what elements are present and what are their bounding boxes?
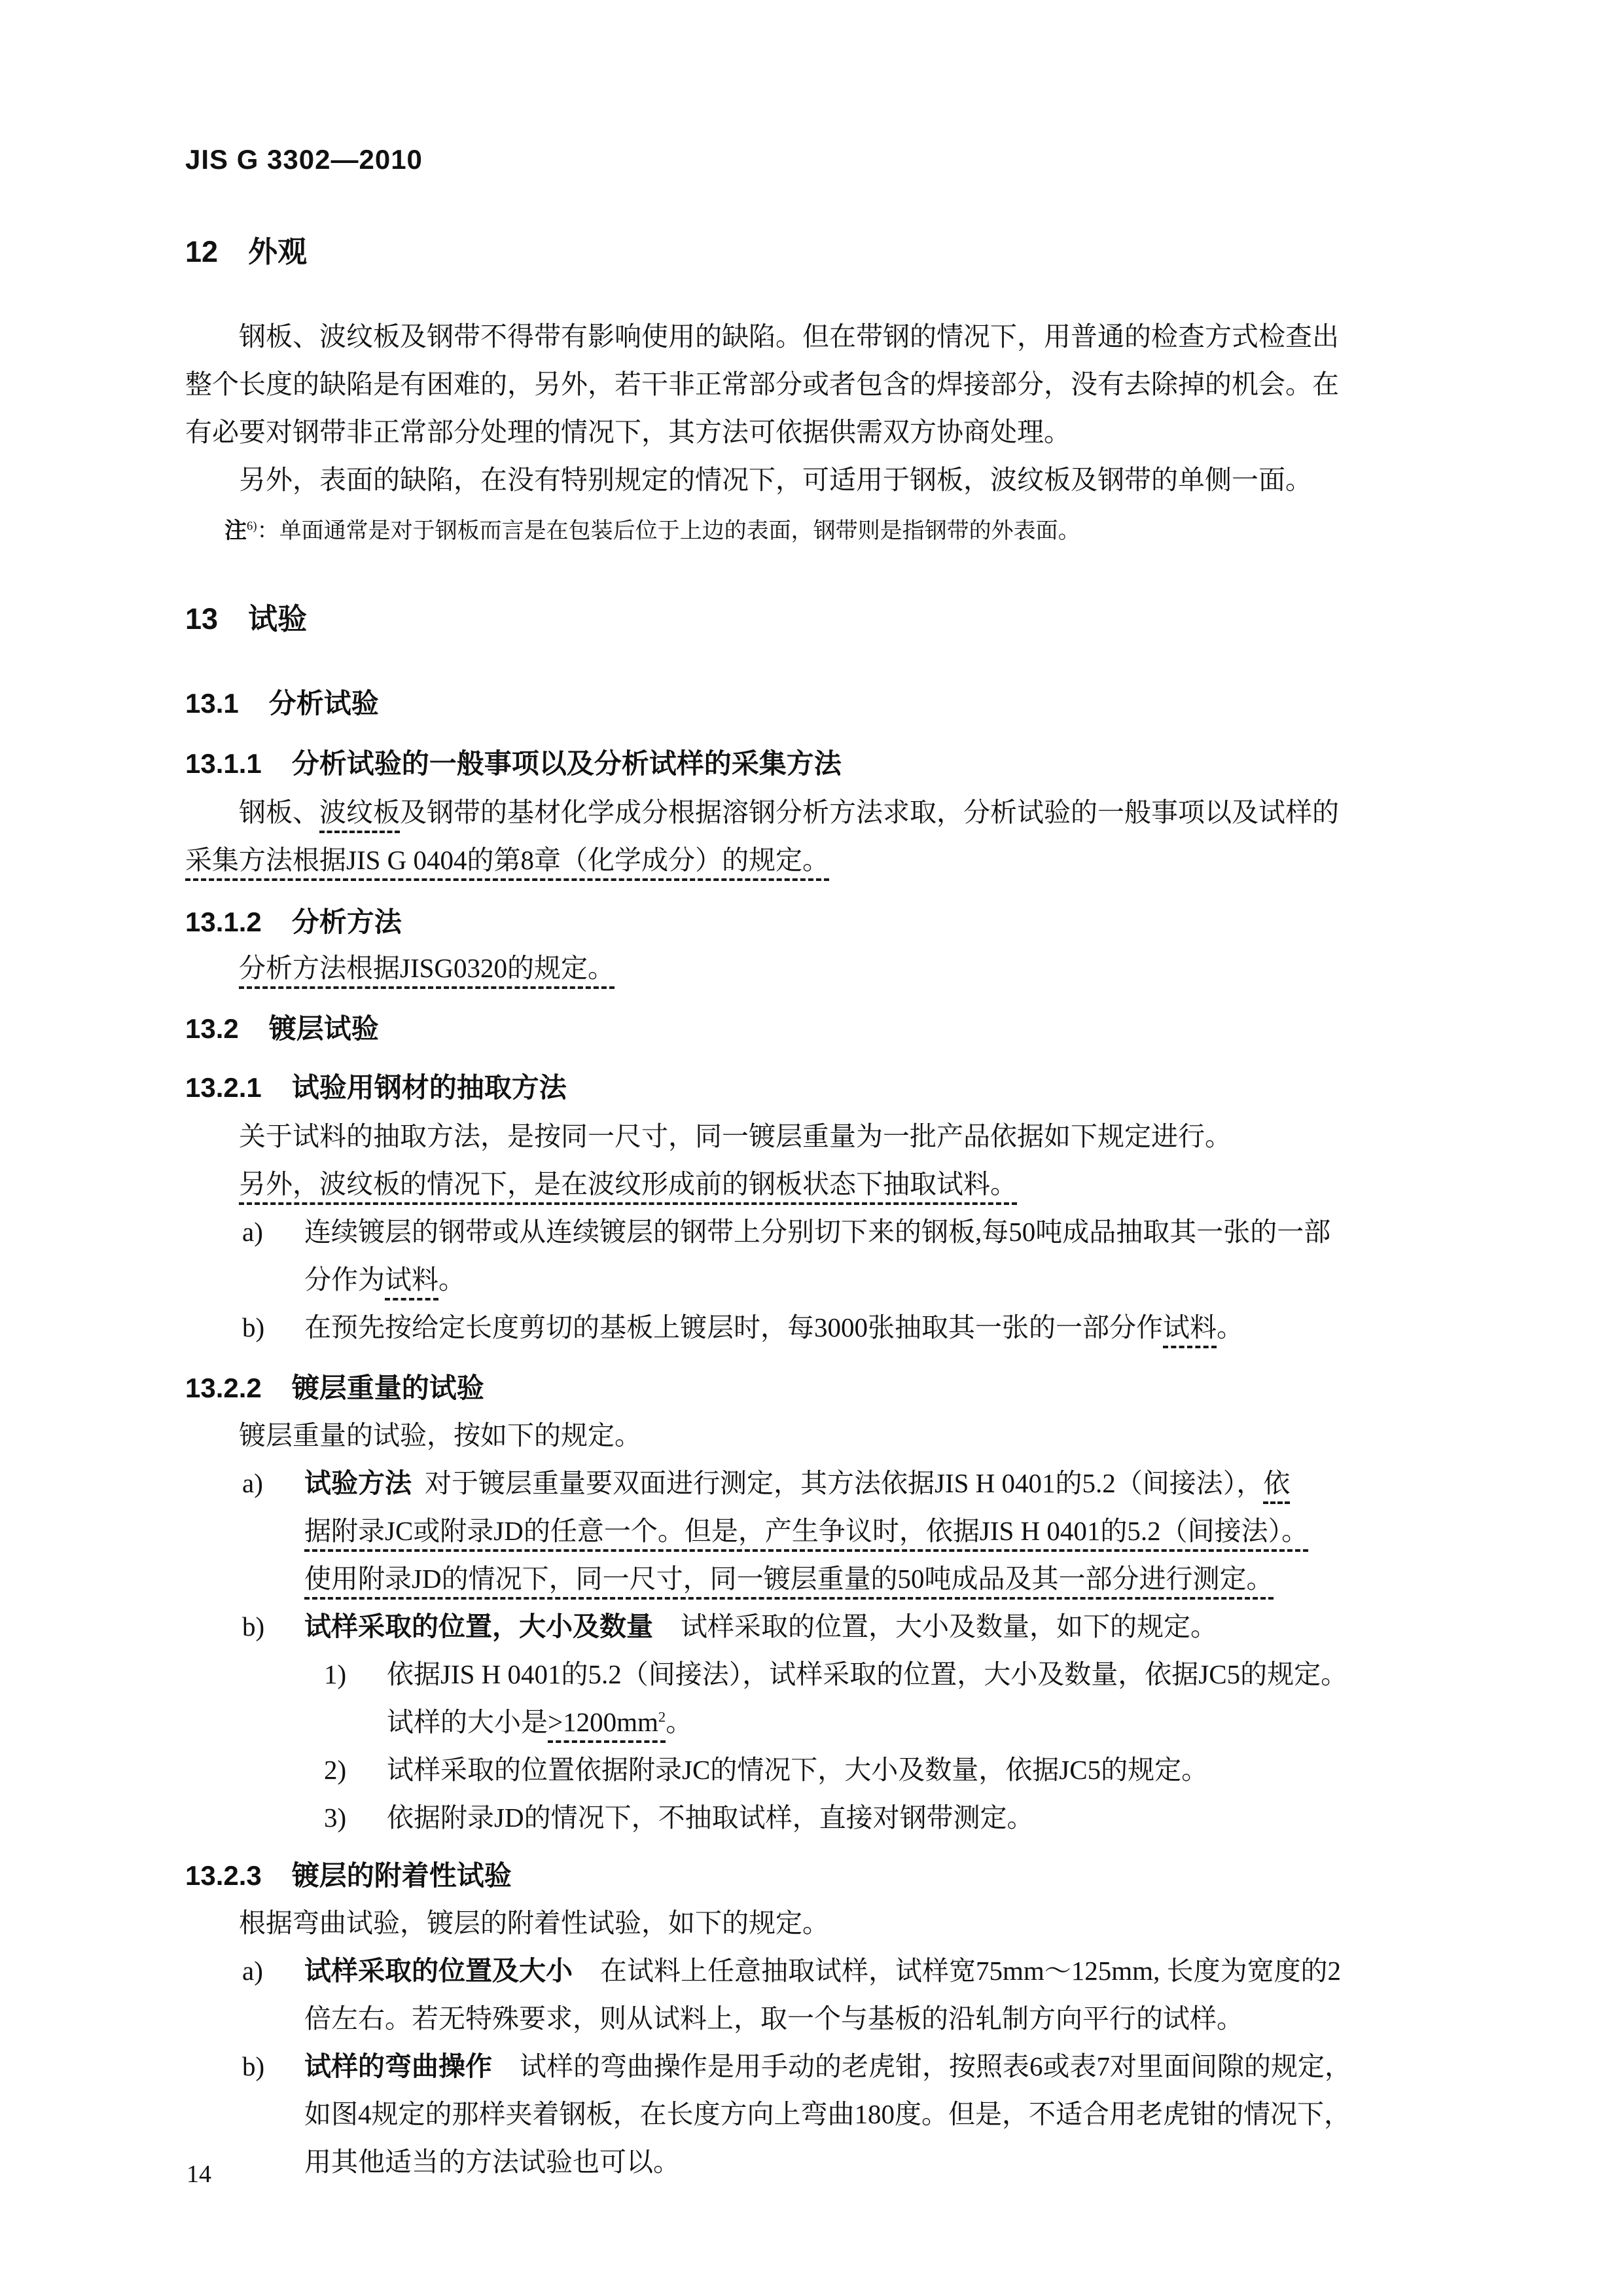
underlined-text: 另外，波纹板的情况下，是在波纹形成前的钢板状态下抽取试料。: [239, 1169, 1017, 1205]
heading-number: 13.1.1: [185, 748, 262, 779]
text-run: 在试料上任意抽取试样，试样宽75mm～125mm, 长度为宽度的2: [600, 1956, 1342, 1986]
underlined-text: 采集方法根据JIS G 0404的第8章（化学成分）的规定。: [185, 845, 829, 881]
list-item-a: [185, 1947, 1461, 2043]
list-line: [304, 1507, 1308, 1555]
list-line: [304, 1460, 1308, 1507]
section-heading-12: [185, 234, 1461, 270]
footnote-text: ：单面通常是对于钢板而言是在包装后位于上边的表面，钢带则是指钢带的外表面。: [257, 519, 1080, 543]
numbered-item-2: [185, 1746, 1461, 1794]
paragraph-sampling-method: [185, 1113, 1461, 1208]
doc-header: JIS G 3302—2010: [185, 144, 423, 175]
underlined-text: 分析方法根据JISG0320的规定。: [239, 953, 615, 989]
heading-title: 镀层的附着性试验: [291, 1860, 512, 1891]
list-item-b: [185, 2043, 1461, 2186]
list-line: [304, 1555, 1308, 1603]
list-body: [304, 2043, 1351, 2186]
text-run: 试样采取的位置，大小及数量，如下的规定。: [681, 1611, 1217, 1641]
text-run: 。: [666, 1707, 693, 1737]
list-item-a: [185, 1460, 1461, 1603]
section-heading-13-1-1: [185, 747, 1461, 781]
run-in-label: 试样采取的位置及大小: [304, 1956, 573, 1986]
underlined-text: 试料: [385, 1265, 438, 1300]
list-line: [304, 2043, 1351, 2090]
text-run: >1200mm: [548, 1707, 658, 1737]
paragraph-adhesion-test: 根据弯曲试验，镀层的附着性试验，如下的规定。: [239, 1908, 829, 1938]
superscript: 2: [658, 1708, 666, 1725]
paragraph-appearance-1: [185, 313, 1461, 456]
page-number: 14: [187, 2161, 211, 2188]
list-body: [304, 1304, 1243, 1352]
list-body: [387, 1794, 1034, 1842]
underlined-text: 试料: [1163, 1312, 1217, 1348]
text-run: 。: [1217, 1312, 1243, 1342]
paragraph-appearance-2: 另外，表面的缺陷，在没有特别规定的情况下，可适用于钢板，波纹板及钢带的单侧一面。: [239, 465, 1312, 495]
paragraph-analysis-method: [185, 944, 1461, 992]
paragraph-coating-weight: 镀层重量的试验，按如下的规定。: [239, 1420, 641, 1450]
paragraph-line: [185, 836, 1461, 884]
heading-title: 外观: [248, 235, 308, 268]
list-body: [387, 1651, 1347, 1746]
list-marker: b): [242, 2051, 265, 2081]
paragraph-line: 有必要对钢带非正常部分处理的情况下，其方法可依据供需双方协商处理。: [185, 417, 1071, 447]
list-item-b: [185, 1304, 1461, 1352]
paragraph-line: 整个长度的缺陷是有困难的，另外，若干非正常部分或者包含的焊接部分，没有去除掉的机会。在: [185, 369, 1339, 399]
list-line: [304, 1947, 1341, 1995]
underlined-text: 使用附录JD的情况下，同一尺寸，同一镀层重量的50吨成品及其一部分进行测定。: [304, 1564, 1274, 1600]
numbered-item-1: [185, 1651, 1461, 1746]
list-body: [304, 1208, 1330, 1304]
text-run: 试样的大小是: [387, 1707, 548, 1737]
heading-title: 镀层试验: [268, 1013, 379, 1044]
heading-title: 分析试验的一般事项以及分析试样的采集方法: [291, 748, 842, 779]
heading-number: 13.1.2: [185, 906, 262, 937]
section-heading-13-2-1: [185, 1071, 1461, 1105]
footnote: [185, 512, 1461, 550]
list-marker: b): [242, 1611, 265, 1641]
list-body: [304, 1947, 1341, 2043]
list-line: 用其他适当的方法试验也可以。: [304, 2147, 680, 2177]
paragraph-line: 钢板、波纹板及钢带不得带有影响使用的缺陷。但在带钢的情况下，用普通的检查方式检查出: [239, 321, 1339, 351]
text-run: 分作为: [304, 1265, 385, 1295]
heading-number: 13.2.3: [185, 1860, 262, 1891]
text-run: 钢板、: [239, 797, 319, 827]
underlined-text: 据附录JC或附录JD的任意一个。但是，产生争议时，依据JIS H 0401的5.2（间接法）。: [304, 1516, 1308, 1552]
underlined-text: 依: [1263, 1468, 1290, 1504]
heading-number: 13.2.2: [185, 1372, 262, 1403]
heading-title: 分析试验: [268, 688, 379, 719]
underlined-text: 波纹板: [319, 797, 400, 833]
heading-number: 12: [185, 235, 219, 268]
list-line: [304, 1256, 1330, 1304]
list-line: [304, 1304, 1243, 1352]
paragraph-line: [185, 1160, 1461, 1208]
footnote-sup: 6): [247, 519, 257, 533]
section-heading-13-1: [185, 687, 1461, 721]
list-item-b: [185, 1603, 1461, 1651]
list-line: 如图4规定的那样夹着钢板，在长度方向上弯曲180度。但是，不适合用老虎钳的情况下，: [304, 2099, 1351, 2129]
run-in-label: 试验方法: [304, 1468, 412, 1498]
list-marker: a): [242, 1956, 263, 1986]
text-run: 在预先按给定长度剪切的基板上镀层时，每3000张抽取其一张的一部分作: [304, 1312, 1163, 1342]
list-line: 依据JIS H 0401的5.2（间接法），试样采取的位置，大小及数量，依据JC5的规定。: [387, 1659, 1348, 1689]
heading-title: 试验: [248, 602, 308, 636]
text-run: 试样的弯曲操作是用手动的老虎钳，按照表6或表7对里面间隙的规定，: [520, 2051, 1351, 2081]
list-line: 依据附录JD的情况下，不抽取试样，直接对钢带测定。: [387, 1803, 1034, 1833]
paragraph-line: [185, 789, 1461, 836]
list-body: [304, 1460, 1308, 1603]
text-run: 对于镀层重量要双面进行测定，其方法依据JIS H 0401的5.2（间接法），: [425, 1468, 1264, 1498]
list-line: 连续镀层的钢带或从连续镀层的钢带上分别切下来的钢板,每50吨成品抽取其一张的一部: [304, 1217, 1331, 1247]
heading-number: 13.1: [185, 688, 239, 719]
heading-number: 13.2.1: [185, 1072, 262, 1103]
list-line: 试样采取的位置依据附录JC的情况下，大小及数量，依据JC5的规定。: [387, 1755, 1209, 1785]
list-line: 倍左右。若无特殊要求，则从试料上，取一个与基板的沿轧制方向平行的试样。: [304, 2003, 1243, 2034]
list-marker: a): [242, 1217, 263, 1247]
run-in-label: 试样采取的位置，大小及数量: [304, 1611, 653, 1641]
footnote-marker: 注: [224, 518, 247, 543]
heading-number: 13.2: [185, 1013, 239, 1044]
list-line: [387, 1698, 1347, 1746]
list-marker: 2): [324, 1755, 347, 1785]
paragraph-analysis-sampling: [185, 789, 1461, 884]
page-content: [185, 145, 1461, 2186]
list-marker: b): [242, 1312, 265, 1342]
heading-title: 分析方法: [291, 906, 402, 937]
list-marker: 1): [324, 1659, 347, 1689]
section-heading-13: [185, 601, 1461, 637]
heading-number: 13: [185, 602, 219, 636]
list-item-a: [185, 1208, 1461, 1304]
section-heading-13-1-2: [185, 905, 1461, 939]
paragraph-line: 关于试料的抽取方法，是按同一尺寸，同一镀层重量为一批产品依据如下规定进行。: [239, 1121, 1232, 1151]
section-heading-13-2-2: [185, 1371, 1461, 1405]
section-heading-13-2: [185, 1012, 1461, 1046]
text-run: 。: [438, 1265, 465, 1295]
underlined-text: [548, 1707, 666, 1743]
text-run: 及钢带的基材化学成分根据溶钢分析方法求取，分析试验的一般事项以及试样的: [400, 797, 1339, 827]
list-body: [304, 1603, 1217, 1651]
numbered-item-3: [185, 1794, 1461, 1842]
list-marker: 3): [324, 1803, 347, 1833]
list-line: [304, 1603, 1217, 1651]
list-marker: a): [242, 1468, 263, 1498]
section-heading-13-2-3: [185, 1859, 1461, 1893]
list-body: [387, 1746, 1208, 1794]
heading-title: 镀层重量的试验: [291, 1372, 484, 1403]
heading-title: 试验用钢材的抽取方法: [291, 1072, 567, 1103]
run-in-label: 试样的弯曲操作: [304, 2051, 492, 2081]
